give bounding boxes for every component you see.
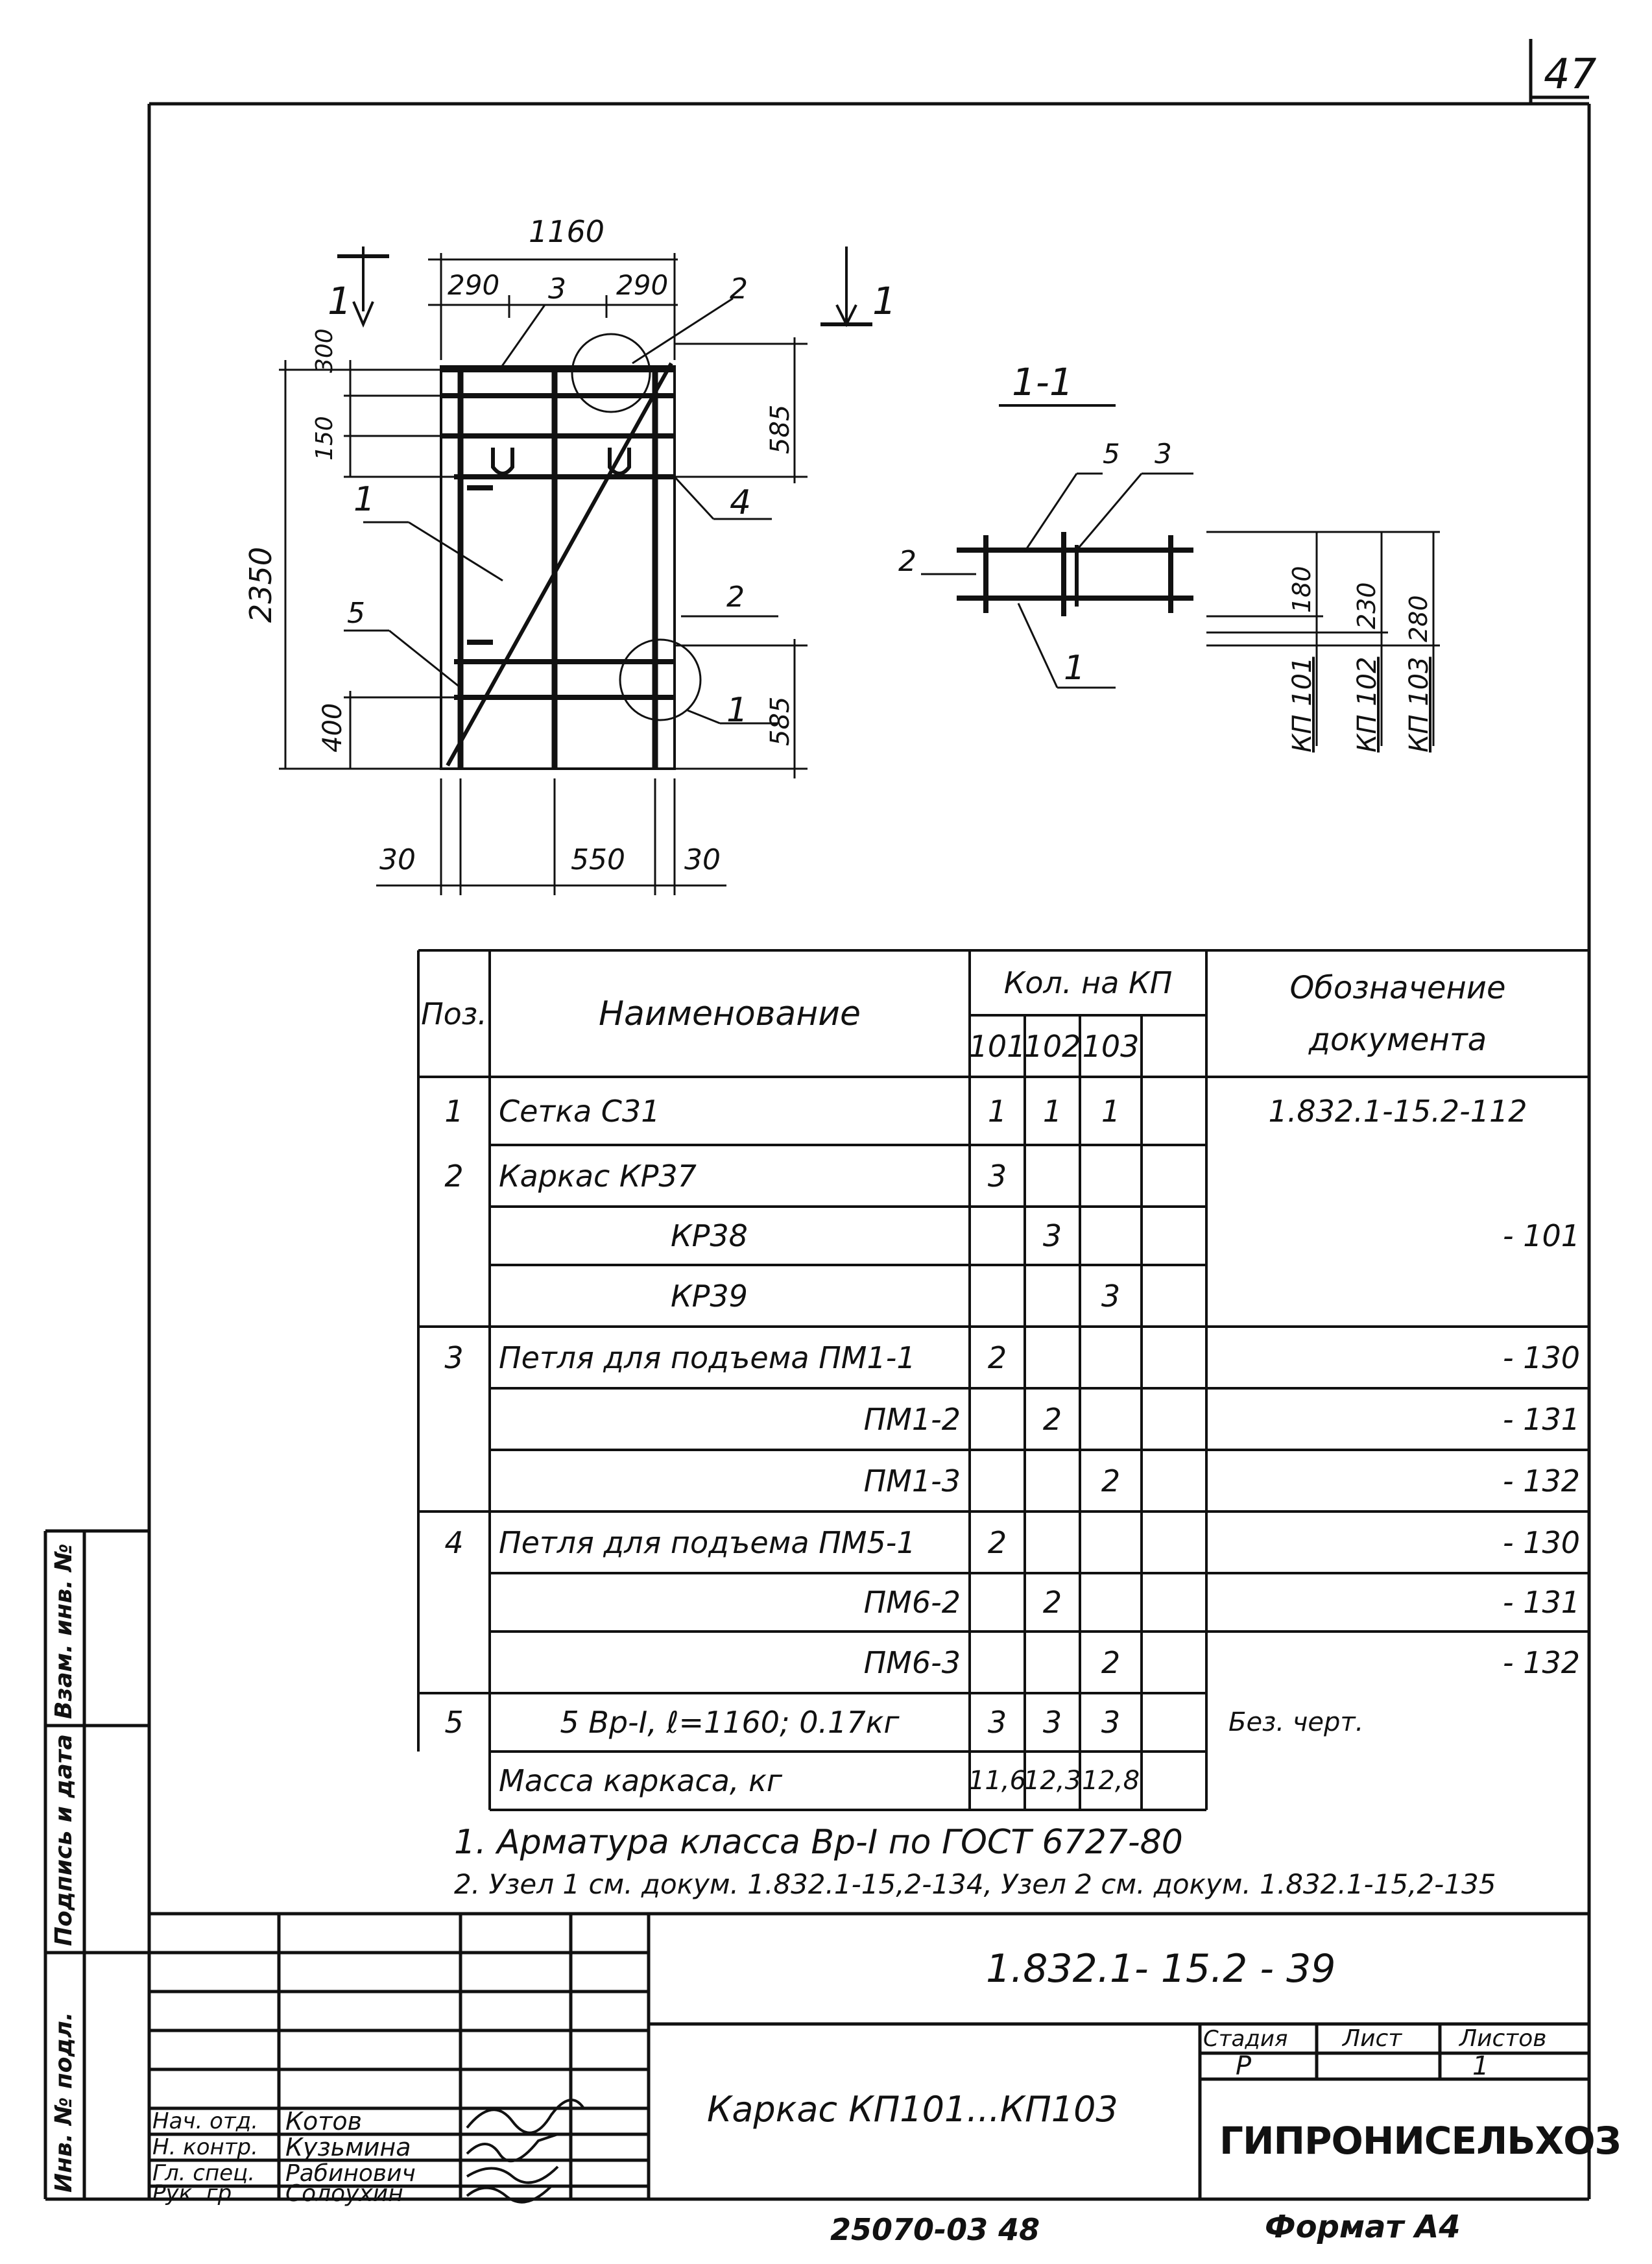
- section-dim-180: 180: [1287, 566, 1316, 613]
- row-11-doc: Без. черт.: [1228, 1707, 1364, 1737]
- row-7-doc: - 132: [1502, 1463, 1580, 1499]
- pos-label-1-bottom: 1: [726, 691, 748, 730]
- pos-label-5: 5: [347, 597, 365, 630]
- row-7-name: ПМ1-3: [863, 1463, 961, 1499]
- dim-left-offset: 290: [448, 269, 500, 301]
- pos-label-2-top: 2: [730, 272, 748, 306]
- row-3-doc: - 101: [1502, 1218, 1580, 1253]
- row-10-q103: 2: [1101, 1644, 1121, 1680]
- row-8-doc: - 130: [1502, 1524, 1580, 1560]
- note-1: 1. Арматура класса Вр-I по ГОСТ 6727-80: [454, 1823, 1183, 1862]
- view-marker-left: 1: [328, 279, 352, 323]
- row-9-doc: - 131: [1502, 1585, 1580, 1620]
- header-q103: 103: [1082, 1028, 1140, 1064]
- row-1-name: Сетка С31: [499, 1093, 660, 1129]
- signer-role-4: Рук. гр.: [152, 2180, 239, 2206]
- dim-top-spacing-1: 300: [311, 328, 338, 373]
- signer-name-4: Солоухин: [285, 2180, 403, 2207]
- dim-top-zone: 585: [765, 404, 795, 454]
- row-10-name: ПМ6-3: [863, 1644, 961, 1680]
- row-11-q103: 3: [1101, 1705, 1121, 1740]
- row-2-name: Каркас КР37: [499, 1158, 697, 1194]
- signer-name-1: Котов: [285, 2107, 363, 2136]
- row-10-doc: - 132: [1502, 1644, 1580, 1680]
- row-6-doc: - 131: [1502, 1401, 1580, 1437]
- row-1-q102: 1: [1042, 1093, 1062, 1129]
- row-4-q103: 3: [1101, 1278, 1121, 1314]
- signer-role-2: Н. контр.: [152, 2134, 258, 2160]
- row-5-q101: 2: [987, 1340, 1007, 1375]
- pos-label-3: 3: [548, 272, 566, 306]
- side-stamp-signature-date: Подпись и дата: [51, 1734, 77, 1946]
- header-q101: 101: [968, 1028, 1026, 1064]
- sheet-label: Лист: [1343, 2025, 1402, 2052]
- row-8-pos: 4: [444, 1524, 464, 1560]
- row-9-name: ПМ6-2: [863, 1585, 961, 1620]
- row-2-pos: 2: [444, 1158, 464, 1194]
- row-4-name: КР39: [671, 1278, 748, 1314]
- dim-height: 2350: [243, 546, 278, 623]
- stage-value: Р: [1236, 2051, 1252, 2081]
- note-2: 2. Узел 1 см. докум. 1.832.1-15,2-134, Узел 2 см. докум. 1.832.1-15,2-135: [454, 1868, 1496, 1900]
- sheet-format: Формат А4: [1265, 2209, 1461, 2245]
- stage-label: Стадия: [1203, 2025, 1288, 2052]
- row-1-q101: 1: [987, 1093, 1007, 1129]
- section-title: 1-1: [1012, 360, 1073, 404]
- elevation-view: [279, 247, 872, 895]
- signer-role-3: Гл. спец.: [152, 2160, 256, 2186]
- section-product-102: КП 102: [1352, 656, 1382, 753]
- row-11-pos: 5: [444, 1705, 464, 1740]
- sheet-value: 1: [1472, 2051, 1489, 2081]
- document-designation: 1.832.1- 15.2 - 39: [986, 1946, 1336, 1992]
- row-1-doc: 1.832.1-15.2-112: [1268, 1093, 1527, 1129]
- row-1-q103: 1: [1101, 1093, 1121, 1129]
- sheets-label: Листов: [1459, 2025, 1547, 2052]
- section-pos-2: 2: [898, 545, 916, 578]
- pos-label-1: 1: [353, 480, 376, 519]
- row-11-q102: 3: [1042, 1705, 1062, 1740]
- signer-name-2: Кузьмина: [285, 2133, 411, 2162]
- mass-row-label: Масса каркаса, кг: [499, 1763, 783, 1798]
- row-6-q102: 2: [1042, 1401, 1062, 1437]
- dim-bottom-mid: 550: [571, 843, 625, 876]
- document-title: Каркас КП101...КП103: [707, 2089, 1118, 2130]
- view-marker-right: 1: [872, 279, 896, 323]
- row-1-pos: 1: [444, 1093, 464, 1129]
- row-8-name: Петля для подъема ПМ5-1: [499, 1524, 916, 1560]
- header-name: Наименование: [598, 994, 861, 1033]
- section-pos-1: 1: [1064, 649, 1086, 688]
- row-7-q103: 2: [1101, 1463, 1121, 1499]
- row-9-q102: 2: [1042, 1585, 1062, 1620]
- dim-total-width: 1160: [529, 214, 605, 249]
- section-product-101: КП 101: [1287, 656, 1317, 753]
- section-pos-5: 5: [1103, 438, 1120, 470]
- header-pos: Поз.: [421, 996, 487, 1031]
- row-3-name: КР38: [671, 1218, 748, 1253]
- mass-row-q103: 12,8: [1081, 1766, 1140, 1796]
- signer-name-3: Рабинович: [285, 2160, 416, 2187]
- row-6-name: ПМ1-2: [863, 1401, 961, 1437]
- row-2-q101: 3: [987, 1158, 1007, 1194]
- mass-row-q102: 12,3: [1023, 1766, 1082, 1796]
- header-doc: Обозначение документа: [1289, 969, 1506, 1058]
- pos-label-4: 4: [730, 483, 752, 522]
- row-8-q101: 2: [987, 1524, 1007, 1560]
- section-pos-3: 3: [1155, 438, 1172, 470]
- dim-bottom-left: 30: [379, 843, 416, 876]
- side-stamp-vzam-inv: Взам. инв. №: [51, 1543, 77, 1719]
- dim-bottom-right: 30: [684, 843, 721, 876]
- row-11-name: 5 Вр-I, ℓ=1160; 0.17кг: [560, 1705, 900, 1740]
- mass-row-q101: 11,6: [968, 1766, 1027, 1796]
- row-3-q102: 3: [1042, 1218, 1062, 1253]
- pos-label-2-mid: 2: [726, 581, 745, 614]
- page-number: 47: [1544, 51, 1597, 99]
- organization: ГИПРОНИСЕЛЬХОЗ: [1219, 2119, 1621, 2163]
- dim-top-spacing-2: 150: [311, 416, 338, 461]
- signer-role-1: Нач. отд.: [152, 2108, 259, 2134]
- row-5-doc: - 130: [1502, 1340, 1580, 1375]
- section-dim-280: 280: [1404, 595, 1433, 642]
- header-q102: 102: [1024, 1028, 1081, 1064]
- header-qty: Кол. на КП: [1003, 965, 1173, 1000]
- dim-right-offset: 290: [616, 269, 669, 301]
- dim-bottom-spacing: 400: [318, 703, 348, 753]
- row-5-pos: 3: [444, 1340, 464, 1375]
- side-stamp-inv-podl: Инв. № подл.: [51, 2012, 77, 2193]
- row-11-q101: 3: [987, 1705, 1007, 1740]
- section-dim-230: 230: [1352, 582, 1381, 629]
- section-product-103: КП 103: [1404, 656, 1434, 753]
- row-5-name: Петля для подъема ПМ1-1: [499, 1340, 916, 1375]
- inventory-number: 25070-03 48: [830, 2212, 1040, 2247]
- dim-bottom-zone: 585: [765, 696, 795, 746]
